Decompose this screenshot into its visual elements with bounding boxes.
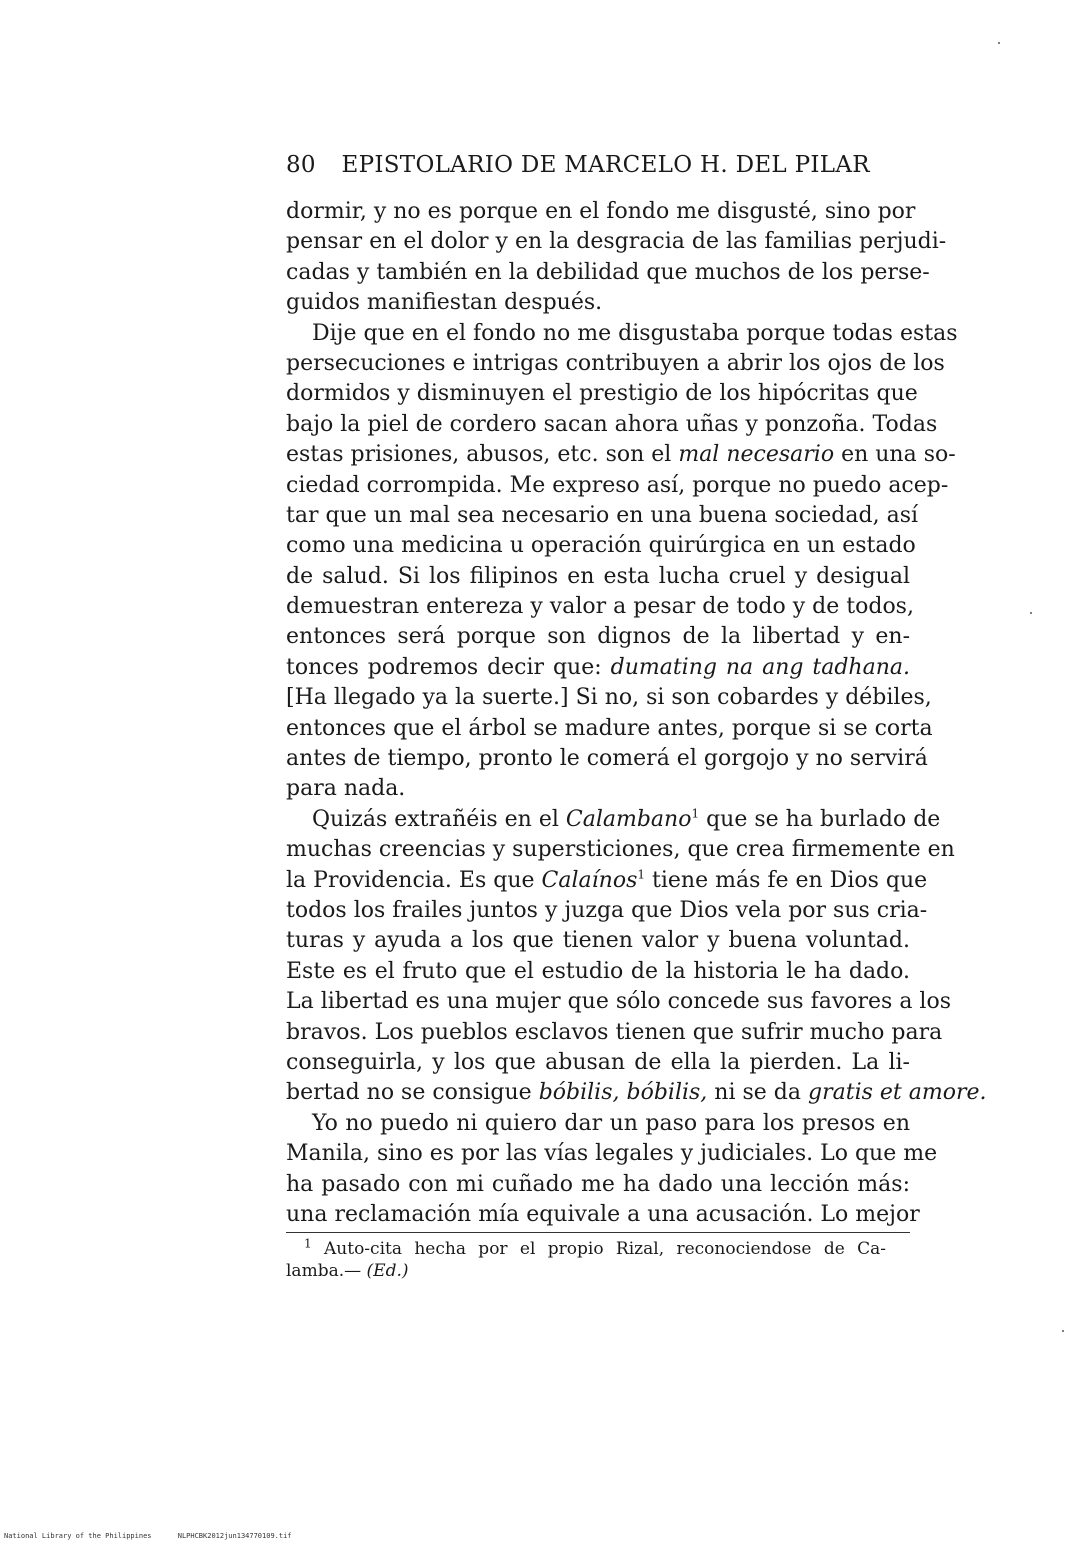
text-line: Dije que en el fondo no me disgustaba porque todas estas	[312, 320, 958, 346]
text-segment: estas prisiones, abusos, etc. son el	[286, 442, 672, 468]
text-line: cadas y también en la debilidad que muchos de los perse-	[286, 259, 930, 285]
text-segment: bertad no se consigue	[286, 1080, 532, 1106]
body-text	[286, 197, 987, 1230]
text-line	[286, 1078, 987, 1108]
text-line: de salud. Si los filipinos en esta lucha cruel y desigual	[286, 563, 910, 589]
text-line: La libertad es una mujer que sólo concede sus favores a los	[286, 989, 951, 1015]
scan-speck	[1062, 1330, 1064, 1332]
text-segment: tonces podremos decir que:	[286, 654, 602, 680]
text-line: pensar en el dolor y en la desgracia de las familias perjudi-	[286, 229, 947, 255]
italic-phrase: gratis et amore.	[808, 1080, 987, 1106]
footnote	[286, 1238, 886, 1282]
text-line: bravos. Los pueblos esclavos tienen que sufrir mucho para	[286, 1019, 943, 1045]
footnote-editor-note: (Ed.)	[366, 1261, 409, 1281]
scan-footer	[4, 1532, 314, 1540]
text-line: persecuciones e intrigas contribuyen a abrir los ojos de los	[286, 350, 945, 376]
text-line: ha pasado con mi cuñado me ha dado una lección más:	[286, 1171, 910, 1197]
footnote-text: lamba.—	[286, 1261, 367, 1281]
italic-phrase: mal necesario	[678, 442, 835, 468]
text-line: [Ha llegado ya la suerte.] Si no, si son cobardes y débiles,	[286, 685, 932, 711]
text-line: para nada.	[286, 776, 406, 802]
text-line: Manila, sino es por las vías legales y judiciales. Lo que me	[286, 1141, 938, 1167]
scan-speck	[998, 42, 1000, 44]
file-id: NLPHCBK2012jun134770109.tif	[177, 1532, 292, 1540]
library-stamp: National Library of the Philippines	[4, 1532, 152, 1540]
footnote-marker: 1	[304, 1236, 312, 1251]
text-line	[286, 653, 910, 683]
text-line: muchas creencias y supersticiones, que crea firmemente en	[286, 837, 955, 863]
italic-phrase: bóbilis, bóbilis,	[538, 1080, 708, 1106]
text-segment: tiene más fe en Dios que	[645, 867, 928, 893]
text-line: como una medicina u operación quirúrgica en un estado	[286, 533, 916, 559]
text-segment: en una so-	[834, 442, 956, 468]
running-title: EPISTOLARIO DE MARCELO H. DEL PILAR	[341, 152, 870, 178]
text-segment: ni se da	[707, 1080, 802, 1106]
text-segment: que se ha burlado de	[699, 806, 941, 832]
text-line: conseguirla, y los que abusan de ella la pierden. La li-	[286, 1049, 910, 1075]
italic-phrase: dumating na ang tadhana.	[610, 654, 910, 680]
text-line: una reclamación mía equivale a una acusación. Lo mejor	[286, 1201, 920, 1227]
text-line: entonces que el árbol se madure antes, porque si se corta	[286, 715, 933, 741]
text-line: bajo la piel de cordero sacan ahora uñas y ponzoña. Todas	[286, 411, 938, 437]
footnote-marker: 1	[691, 806, 700, 821]
text-line: todos los frailes juntos y juzga que Dios vela por sus cria-	[286, 897, 928, 923]
italic-phrase: Calambano	[565, 806, 692, 832]
text-line: demuestran entereza y valor a pesar de todo y de todos,	[286, 594, 914, 620]
scan-speck	[1030, 612, 1032, 614]
text-line	[286, 866, 928, 896]
text-line: turas y ayuda a los que tienen valor y buena voluntad.	[286, 928, 910, 954]
text-line: Yo no puedo ni quiero dar un paso para los presos en	[312, 1110, 910, 1136]
text-segment: la Providencia. Es que	[286, 867, 535, 893]
text-segment: Quizás extrañéis en el	[312, 806, 559, 832]
text-line: entonces será porque son dignos de la libertad y en-	[286, 624, 910, 650]
text-line: Este es el fruto que el estudio de la historia le ha dado.	[286, 958, 910, 984]
text-line: tar que un mal sea necesario en una buena sociedad, así	[286, 502, 919, 528]
page-number: 80	[286, 152, 316, 178]
running-header	[286, 152, 910, 178]
footnote-text: Auto-cita hecha por el propio Rizal, reconociendose de Ca-	[324, 1239, 887, 1259]
footnote-line	[286, 1238, 886, 1260]
footnote-line	[286, 1260, 886, 1282]
footnote-rule	[286, 1232, 910, 1233]
italic-phrase: Calaínos	[541, 867, 638, 893]
text-line: dormidos y disminuyen el prestigio de los hipócritas que	[286, 381, 918, 407]
text-line: dormir, y no es porque en el fondo me disgusté, sino por	[286, 199, 916, 224]
text-line: ciedad corrompida. Me expreso así, porque no puedo acep-	[286, 472, 949, 498]
text-line	[286, 440, 956, 470]
footnote-marker: 1	[637, 867, 646, 882]
text-line: guidos manifiestan después.	[286, 290, 603, 316]
text-line	[286, 805, 941, 835]
text-line: antes de tiempo, pronto le comerá el gorgojo y no servirá	[286, 746, 928, 772]
